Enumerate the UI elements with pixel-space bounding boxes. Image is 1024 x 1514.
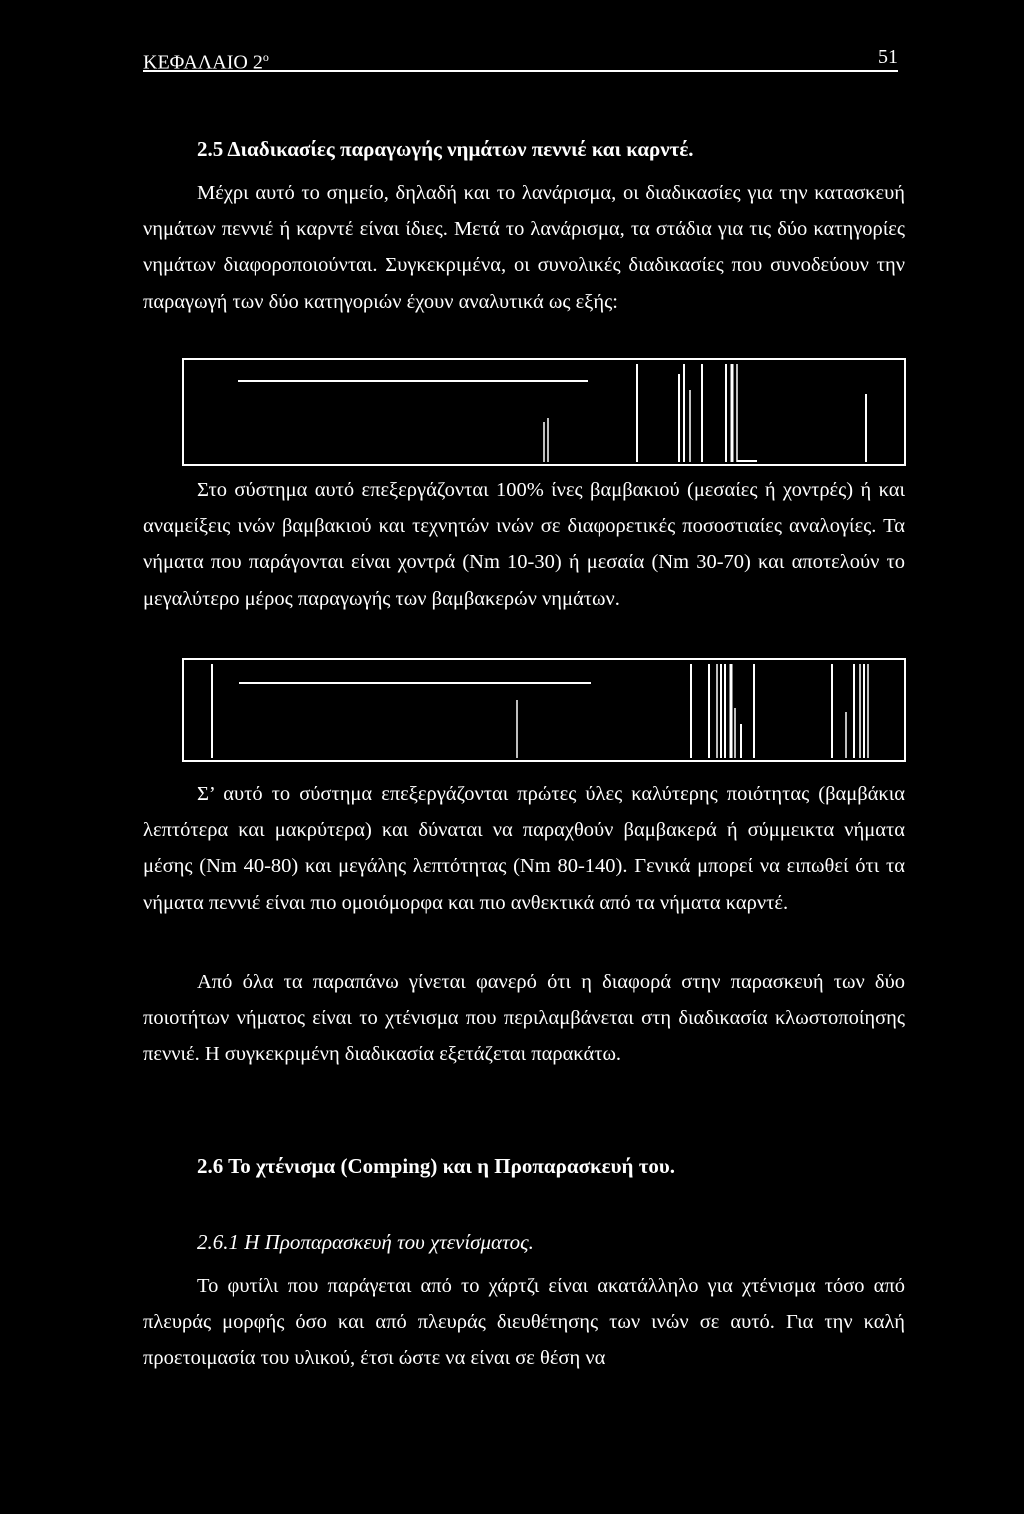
paragraph-carded: Στο σύστημα αυτό επεξεργάζονται 100% ίνες βαμβακιού (μεσαίες ή χοντρές) ή και αναμείξεις ινών βαμβακιού και τεχνητών ινών σε διαφορετικές ποσοστιαίες αναλογίες. Τα νήματα που παράγονται είναι χοντρά (Nm 10-30) ή μεσαία (Nm 30-70) και αποτελούν το μεγαλύτερο μέρος παραγωγής των βαμβακερών νημάτων. <box>143 479 905 610</box>
combed-process-diagram <box>182 658 906 762</box>
section-heading-2-5: 2.5 Διαδικασίες παραγωγής νημάτων πεννιέ και καρντέ. <box>197 137 694 161</box>
paragraph-combed: Σ’ αυτό το σύστημα επεξεργάζονται πρώτες ύλες καλύτερης ποιότητας (βαμβάκια λεπτότερα και μακρύτερα) και δύναται να παραχθούν βαμβακερά ή σύμμεικτα νήματα μέσης (Nm 40-80) και μεγάλης λεπτότητας (Nm 80-140). Γενικά μπορεί να ειπωθεί ότι τα νήματα πεννιέ είναι πιο ομοιόμορφα και πιο ανθεκτικά από τα νήματα καρντέ. <box>143 783 905 914</box>
paragraph-intro: Μέχρι αυτό το σημείο, δηλαδή και το λανάρισμα, οι διαδικασίες για την κατασκευή νημάτων πεννιέ ή καρντέ είναι ίδιες. Μετά το λανάρισμα, τα στάδια για τις δύο κατηγορίες νημάτων διαφοροποιούνται. Συγκεκριμένα, οι συνολικές διαδικασίες που συνοδεύουν την παραγωγή των δύο κατηγοριών έχουν αναλυτικά ως εξής: <box>143 182 905 313</box>
page-number: 51 <box>878 46 898 68</box>
carded-process-diagram <box>182 358 906 466</box>
section-heading-2-6-1: 2.6.1 Η Προπαρασκευή του χτενίσματος. <box>197 1230 534 1254</box>
section-heading-2-6: 2.6 Το χτένισμα (Comping) και η Προπαρασκευή του. <box>197 1154 676 1178</box>
chapter-label: ΚΕΦΑΛΑΙΟ $2^o$ <box>143 50 269 74</box>
running-header <box>143 46 898 72</box>
paragraph-preparation: Το φυτίλι που παράγεται από το χάρτζι είναι ακατάλληλο για χτένισμα τόσο από πλευράς μορφής όσο και από πλευράς διευθέτησης των ινών σε αυτό. Για την καλή προετοιμασία του υλικού, έτσι ώστε να είναι σε θέση να <box>143 1275 905 1370</box>
paragraph-conclusion: Από όλα τα παραπάνω γίνεται φανερό ότι η διαφορά στην παρασκευή των δύο ποιοτήτων νήματος είναι το χτένισμα που περιλαμβάνεται στη διαδικασία κλωστοποίησης πεννιέ. Η συγκεκριμένη διαδικασία εξετάζεται παρακάτω. <box>143 971 905 1066</box>
carded-diagram-lines <box>184 360 904 464</box>
combed-diagram-lines <box>184 660 904 760</box>
